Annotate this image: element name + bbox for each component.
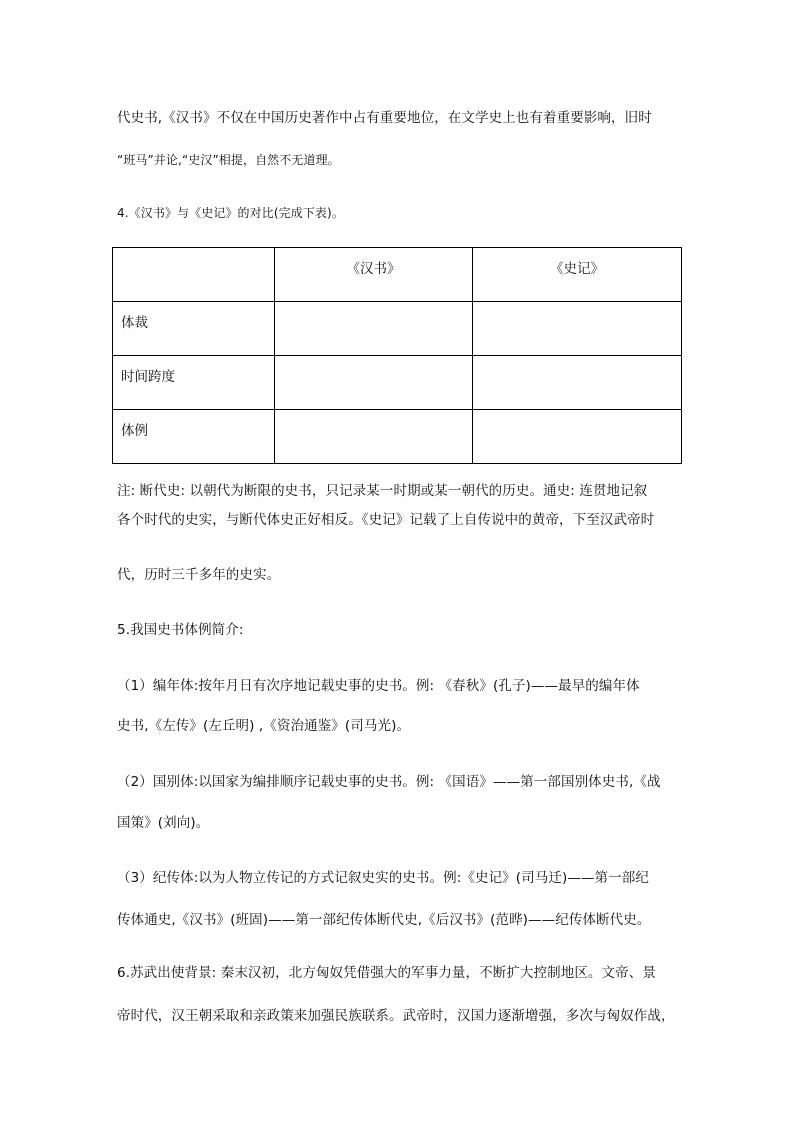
item-5-1-line: （1）编年体:按年月日有次序地记载史事的史书。例: 《春秋》(孔子)——最早的编年体 — [117, 678, 640, 694]
item-4-heading: 4.《汉书》与《史记》的对比(完成下表)。 — [117, 206, 344, 220]
item-5-2-line: 国策》(刘向)。 — [117, 815, 210, 831]
item-5-1-line: 史书,《左传》(左丘明) ,《资治通鉴》(司马光)。 — [117, 718, 411, 734]
table-header-cell — [113, 248, 275, 302]
note-line: 代，历时三千多年的史实。 — [117, 567, 281, 583]
table-row — [113, 410, 682, 464]
note-line: 各个时代的史实，与断代体史正好相反。《史记》记载了上自传说中的黄帝，下至汉武帝时 — [117, 512, 655, 528]
table-header-cell: 《史记》 — [473, 248, 682, 302]
item-6-line: 帝时代，汉王朝采取和亲政策来加强民族联系。武帝时，汉国力逐渐增强，多次与匈奴作战， — [117, 1008, 675, 1024]
item-5-3-line: 传体通史,《汉书》(班固)——第一部纪传体断代史,《后汉书》(范晔)——纪传体断代史。 — [117, 912, 651, 928]
row-label: 体例 — [113, 410, 275, 464]
paragraph-line: “班马”并论,“史汉”相提，自然不无道理。 — [117, 153, 340, 167]
comparison-table — [112, 247, 682, 464]
item-5-heading: 5.我国史书体例简介: — [117, 622, 244, 638]
table-cell-hanshu[interactable] — [275, 356, 473, 410]
paragraph-line: 代史书,《汉书》不仅在中国历史著作中占有重要地位，在文学史上也有着重要影响，旧时 — [117, 110, 652, 126]
item-5-3-line: （3）纪传体:以为人物立传记的方式记叙史实的史书。例:《史记》(司马迁)——第一部纪 — [117, 870, 649, 886]
table-header-cell: 《汉书》 — [275, 248, 473, 302]
table-cell-hanshu[interactable] — [275, 410, 473, 464]
row-label: 时间跨度 — [113, 356, 275, 410]
table-row — [113, 302, 682, 356]
table-cell-shiji[interactable] — [473, 410, 682, 464]
table-cell-shiji[interactable] — [473, 302, 682, 356]
table-cell-shiji[interactable] — [473, 356, 682, 410]
table-header-row — [113, 248, 682, 302]
note-line: 注: 断代史: 以朝代为断限的史书，只记录某一时期或某一朝代的历史。通史: 连贯地记叙 — [117, 483, 648, 499]
table-row — [113, 356, 682, 410]
item-6-line: 6.苏武出使背景: 秦末汉初，北方匈奴凭借强大的军事力量，不断扩大控制地区。文帝、景 — [117, 965, 656, 981]
item-5-2-line: （2）国别体:以国家为编排顺序记载史事的史书。例: 《国语》——第一部国别体史书,《战 — [117, 774, 661, 790]
table-cell-hanshu[interactable] — [275, 302, 473, 356]
row-label: 体裁 — [113, 302, 275, 356]
